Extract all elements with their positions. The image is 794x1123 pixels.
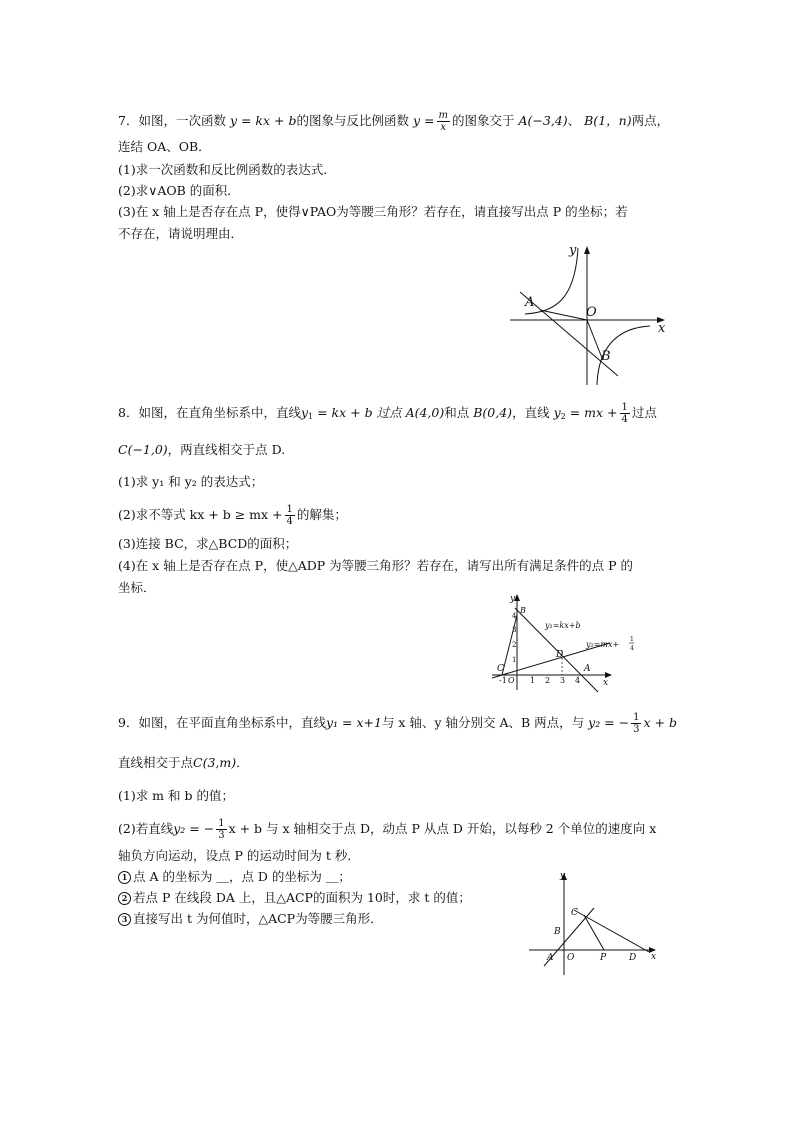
q9-part2-cont: 轴负方向运动，设点 P 的运动时间为 t 秒． <box>118 848 360 863</box>
q9-circle-1: 1 <box>118 871 131 884</box>
q9-circle-2: 2 <box>118 892 131 905</box>
q9-text: 9．如图，在平面直角坐标系中，直线 <box>118 715 326 730</box>
q7-text: 两点， <box>631 113 670 128</box>
q8-label-c: C <box>497 664 504 674</box>
q9-figure <box>524 870 664 980</box>
q9-label-c: C <box>571 908 578 918</box>
q9-text: 直接写出 t 为何值时，△ACP为等腰三角形． <box>133 911 383 926</box>
q8-figure <box>490 592 634 692</box>
q8-tick-y1: 1 <box>512 656 517 664</box>
q8-tick-x2: 2 <box>545 676 551 685</box>
q8-text: = kx + b 过点 <box>317 405 402 420</box>
q8-line2-frac-num: 1 <box>630 636 634 643</box>
q7-label-b: B <box>601 349 611 364</box>
q8-tick-y3: 3 <box>512 626 517 634</box>
q8-fraction-den: 4 <box>286 516 293 527</box>
q8-label-a: A <box>584 664 591 674</box>
q9-label-p: P <box>600 953 607 963</box>
q8-label-x: x <box>603 678 609 688</box>
q9-text: x + b 与 x 轴相交于点 D，动点 P 从点 D 开始，以每秒 2 个单位的速度向 x <box>228 821 657 836</box>
q9-circle-3: 3 <box>118 913 131 926</box>
q8-fraction <box>285 504 295 527</box>
q7-separator: 、 <box>567 113 581 128</box>
q7-line1 <box>118 110 669 133</box>
q8-fraction <box>620 402 630 425</box>
q9-fraction-den: 3 <box>633 724 640 735</box>
q7-label-y: y <box>569 243 577 258</box>
q8-tick-x3: 3 <box>560 676 566 685</box>
q8-label-o: O <box>508 676 515 685</box>
q8-tick-y2: 2 <box>512 641 517 649</box>
q7-label-x: x <box>658 321 666 336</box>
q8-label-d: D <box>556 650 564 660</box>
q9-line2 <box>118 755 249 771</box>
q9-fraction-num: 1 <box>633 712 640 723</box>
q8-label-b: B <box>520 606 526 615</box>
q8-part4-cont: 坐标． <box>118 580 156 595</box>
q7-point-b: B(1，n) <box>584 113 632 128</box>
q8-text: (2)求不等式 kx + b ≥ mx + <box>118 507 283 522</box>
q9-fraction <box>631 712 641 735</box>
q7-fraction <box>437 110 450 133</box>
q9-point-c: C(3,m) <box>193 755 237 770</box>
q8-label-y: y <box>510 594 516 604</box>
q8-line2 <box>118 442 285 458</box>
q8-tick-x1: 1 <box>530 676 536 685</box>
q9-sub3 <box>118 911 383 927</box>
q9-text: (2)若直线 <box>118 821 174 836</box>
q9-label-x: x <box>651 952 657 962</box>
q9-fraction <box>216 818 226 841</box>
q8-fraction-den: 4 <box>621 414 628 425</box>
q9-text: 若点 P 在线段 DA 上，且△ACP的面积为 10时，求 t 的值； <box>133 890 471 905</box>
q8-text: 和点 <box>444 405 470 420</box>
q8-text: 过点 <box>631 405 657 420</box>
q7-fraction-num: m <box>438 110 448 121</box>
q8-tick-x4: 4 <box>575 676 581 685</box>
q7-label-a: A <box>525 295 535 310</box>
q8-text: 的解集； <box>296 507 347 522</box>
q8-text: 8．如图，在直角坐标系中，直线 <box>118 405 301 420</box>
q9-text: 点 A 的坐标为 ＿，点 D 的坐标为 ＿； <box>133 869 351 884</box>
q8-point-a: A(4,0) <box>405 405 445 420</box>
q9-part2 <box>118 818 656 841</box>
q9-label-o: O <box>567 953 575 963</box>
q8-point-c: C(−1,0) <box>118 442 168 457</box>
q9-part1: (1)求 m 和 b 的值； <box>118 788 234 803</box>
q9-fraction-num: 1 <box>218 818 225 829</box>
q8-part1: (1)求 y₁ 和 y₂ 的表达式； <box>118 474 264 489</box>
q7-inverse-equation: y = <box>412 113 435 128</box>
q8-part2 <box>118 504 347 527</box>
q9-label-y: y <box>560 871 566 881</box>
q9-line-y1: y₁ = x+1 <box>325 715 382 730</box>
q8-y2: y <box>553 405 561 420</box>
q7-number: 7． <box>118 113 139 128</box>
q9-text: ． <box>236 755 249 770</box>
q8-text: ，直线 <box>512 405 550 420</box>
q9-text: 与 x 轴、y 轴分别交 A、B 两点，与 <box>381 715 585 730</box>
q8-part4: (4)在 x 轴上是否存在点 P，使△ADP 为等腰三角形？若存在，请写出所有满足条件的点 P 的 <box>118 558 633 573</box>
q7-point-a: A(−3,4) <box>518 113 568 128</box>
q8-fraction-num: 1 <box>621 402 628 413</box>
q9-label-d: D <box>629 953 637 963</box>
q9-line-y2: y₂ = − <box>173 821 215 836</box>
q8-y1-sub: 1 <box>308 412 314 421</box>
q7-linear-equation: y = kx + b <box>229 113 297 128</box>
q8-line2-label: y₂=mx+ <box>586 640 620 649</box>
q9-line1 <box>118 712 677 735</box>
q9-line-y2: y₂ = − <box>588 715 630 730</box>
q7-fraction-den: x <box>440 122 447 133</box>
q8-y1: y <box>300 405 309 420</box>
q7-text: 的图象与反比例函数 <box>296 113 409 128</box>
q8-tick-y4: 4 <box>512 612 517 620</box>
q9-text: x + b <box>643 715 677 730</box>
q8-text: ，两直线相交于点 D. <box>167 442 286 457</box>
q9-label-b: B <box>554 927 561 937</box>
q9-sub1 <box>118 869 351 885</box>
q8-y2-sub: 2 <box>560 412 566 421</box>
q7-part3: (3)在 x 轴上是否存在点 P，使得∨PAO为等腰三角形？若存在，请直接写出点 P 的坐标；若 <box>118 204 628 219</box>
q7-text: 的图象交于 <box>451 113 515 128</box>
q7-part3-cont: 不存在，请说明理由． <box>118 226 244 241</box>
q7-text: 如图，一次函数 <box>138 113 226 128</box>
q9-sub2 <box>118 890 471 906</box>
q7-part2: (2)求∨AOB 的面积． <box>118 183 240 198</box>
q8-text: = mx + <box>569 405 618 420</box>
q8-part3: (3)连接 BC，求△BCD的面积； <box>118 536 298 551</box>
q8-tick-neg1: -1 <box>499 676 507 685</box>
q9-fraction-den: 3 <box>218 830 225 841</box>
q9-text: 直线相交于点 <box>118 755 194 770</box>
q7-figure <box>505 240 675 390</box>
q8-fraction-num: 1 <box>286 504 293 515</box>
q7-part1: (1)求一次函数和反比例函数的表达式． <box>118 162 336 177</box>
q7-line2: 连结 OA、OB． <box>118 139 211 154</box>
q9-label-a: A <box>547 953 554 963</box>
q8-point-b: B(0,4) <box>473 405 513 420</box>
q7-label-o: O <box>586 305 597 320</box>
q8-line2-frac-den: 4 <box>630 645 634 652</box>
q8-line1-label: y₁=kx+b <box>545 621 581 630</box>
q8-line1 <box>118 402 657 425</box>
